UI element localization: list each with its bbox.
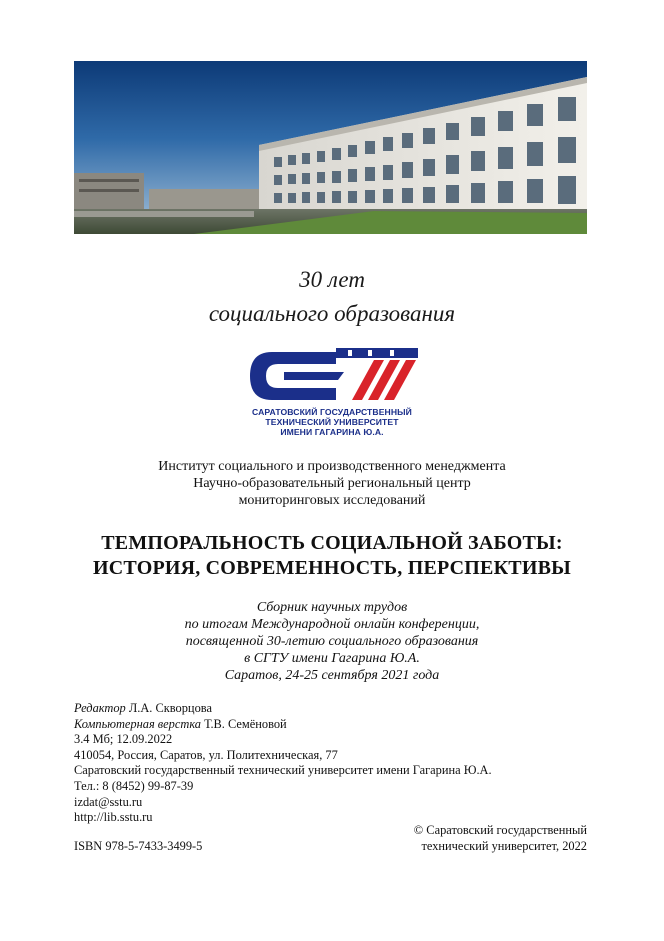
institute-line-1: Институт социального и производственного менеджмента xyxy=(158,459,506,474)
phone: Тел.: 8 (8452) 99-87-39 xyxy=(74,778,194,793)
address: 410054, Россия, Саратов, ул. Политехническая, 77 xyxy=(74,747,338,762)
institute-line-3: мониторинговых исследований xyxy=(238,493,426,508)
subtitle-line-3: посвященной 30-летию социального образования xyxy=(185,634,479,649)
imprint-block xyxy=(74,701,614,826)
editor-line xyxy=(74,701,614,717)
book-subtitle xyxy=(0,599,664,684)
subtitle-line-4: в СГТУ имени Гагарина Ю.А. xyxy=(244,651,420,666)
copyright xyxy=(380,823,587,854)
university-logo-name xyxy=(214,407,450,437)
email: izdat@sstu.ru xyxy=(74,794,143,809)
cover-photo xyxy=(74,61,587,234)
institute-block xyxy=(0,458,664,509)
title-line-2: ИСТОРИЯ, СОВРЕМЕННОСТЬ, ПЕРСПЕКТИВЫ xyxy=(93,557,571,579)
anniversary-line-2: социального образования xyxy=(208,301,456,326)
subtitle-line-1: Сборник научных трудов xyxy=(256,600,408,615)
editor-name: Л.А. Скворцова xyxy=(125,701,212,715)
isbn: ISBN 978-5-7433-3499-5 xyxy=(74,839,203,853)
copyright-line-2: технический университет, 2022 xyxy=(421,838,587,853)
layout-line xyxy=(74,717,614,733)
institute-line-2: Научно-образовательный региональный центр xyxy=(193,476,471,491)
book-title xyxy=(0,531,664,581)
title-line-1: ТЕМПОРАЛЬНОСТЬ СОЦИАЛЬНОЙ ЗАБОТЫ: xyxy=(101,532,563,554)
layout-label: Компьютерная верстка xyxy=(74,716,202,731)
website: http://lib.sstu.ru xyxy=(74,810,153,825)
layout-name: Т.В. Семёновой xyxy=(201,716,287,731)
copyright-line-1: © Саратовский государственный xyxy=(413,823,587,837)
logo-name-line-2: ТЕХНИЧЕСКИЙ УНИВЕРСИТЕТ xyxy=(265,417,399,427)
university-name: Саратовский государственный технический университет имени Гагарина Ю.А. xyxy=(74,763,492,778)
anniversary-line-1: 30 лет xyxy=(299,267,365,292)
subtitle-line-2: по итогам Международной онлайн конференции, xyxy=(184,617,480,632)
editor-label: Редактор xyxy=(74,701,126,715)
size-date: 3.4 Мб; 12.09.2022 xyxy=(74,732,173,747)
logo-name-line-3: ИМЕНИ ГАГАРИНА Ю.А. xyxy=(280,427,384,437)
logo-name-line-1: САРАТОВСКИЙ ГОСУДАРСТВЕННЫЙ xyxy=(252,407,412,417)
subtitle-line-5: Саратов, 24-25 сентября 2021 года xyxy=(224,668,440,683)
